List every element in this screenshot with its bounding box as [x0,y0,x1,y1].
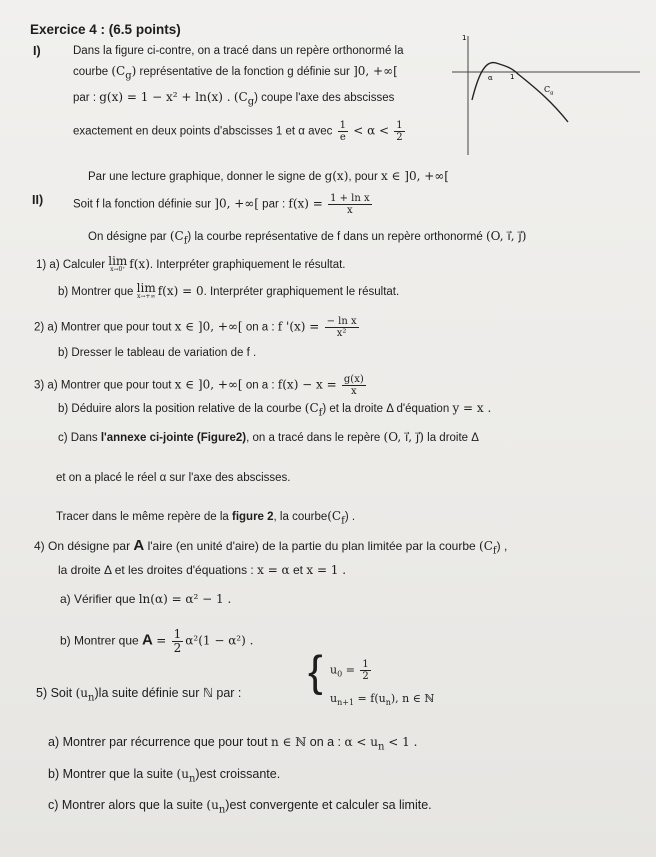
q3c-line3: Tracer dans le même repère de la figure 2, la $courbe(C_f)$ . [56,509,356,527]
q4a: a) Vérifier que ln(α) = α² − 1 . [60,592,232,606]
part-ii-repere: On désigne par $(C_f)$ la courbe représentative de f dans un repère orthonormé (O, i⃗, j⃗) [88,229,527,247]
q5-intro: 5) Soit $(u_n)la$ suite définie sur ℕ par : [36,686,242,704]
part-ii-label: II) [32,193,44,207]
system-line1: $u_0$ = $\frac{1}{2}$ [330,659,369,682]
one-label: 1 [510,73,515,81]
curve-cg [472,63,568,122]
part-i-line2: courbe $(C_g)$ représentative de la fonction g définie sur ]0, +∞[ [73,64,398,82]
q5c: c) Montrer alors que la suite $(u_n)est$ convergente et calculer sa limite. [48,798,432,816]
part-i-line4: exactement en deux points d'abscisses 1 et α avec $\frac{1}{e}$ < α < $\frac{1}{2}$ [73,120,403,143]
q3b: b) Déduire alors la position relative de la courbe $(C_f)$ et la droite Δ d'équation y = x . [58,401,492,419]
q3c-line2: et on a placé le réel α sur l'axe des abscisses. [56,472,291,484]
q4b: b) Montrer que A = $\frac{1}{2}$ α²(1 − α²) . [60,627,254,655]
system-brace: { [308,647,323,696]
exercise-title: Exercice 4 : (6.5 points) [30,22,181,37]
q3a: 3) a) Montrer que pour tout x ∈ ]0, +∞[ on a : f(x) − x = $\frac{g(x)}{x}$ [34,374,364,397]
q3c: c) Dans l'annexe ci-jointe (Figure2), on a tracé dans le repère (O, i⃗, j⃗) la droite Δ [58,430,479,444]
alpha-label: α [488,74,493,82]
q1a: 1) a) Calculer lim x→0⁺ f(x). Interpréter graphiquement le résultat. [36,254,346,273]
q4-line1: 4) On désigne par A l'aire (en unité d'aire) de la partie du plan limitée par la courbe $(C_f)$ , [34,537,508,557]
system-line2: $u_{n+1} = f(u_n)$, n ∈ ℕ [330,692,435,708]
part-i-line3: par : g(x) = 1 − x² + ln(x) . $(C_g)$ coupe l'axe des abscisses [73,90,395,108]
y-tick-1: 1 [462,34,467,42]
q2a: 2) a) Montrer que pour tout x ∈ ]0, +∞[ on a : f '(x) = $\frac{\text{− ln x}}{\text{x²}}$ [34,316,357,339]
part-i-line1: Dans la figure ci-contre, on a tracé dans un repère orthonormé la [73,45,404,57]
part-ii-intro: Soit f la fonction définie sur ]0, +∞[ par : f(x) = $\frac{\text{1 + ln x}}{x}$ [73,193,370,216]
part-i-label: I) [33,44,41,58]
part-i-line5: Par une lecture graphique, donner le signe de g(x), pour x ∈ ]0, +∞[ [88,169,449,183]
q1b: b) Montrer que lim x→+∞ f(x) = 0. Interpréter graphiquement le résultat. [58,281,400,300]
q4-line2: la droite Δ et les droites d'équations : x = α et x = 1 . [58,563,347,577]
q5a: a) Montrer par récurrence que pour tout n ∈ ℕ on a : $\alpha < u_n < 1$ . [48,735,418,753]
graph-cg [452,30,642,160]
curve-label: $C_g$ [544,85,554,96]
q5b: b) Montrer que la suite $(u_n)est$ croissante. [48,767,281,785]
q2b: b) Dresser le tableau de variation de f . [58,347,257,359]
